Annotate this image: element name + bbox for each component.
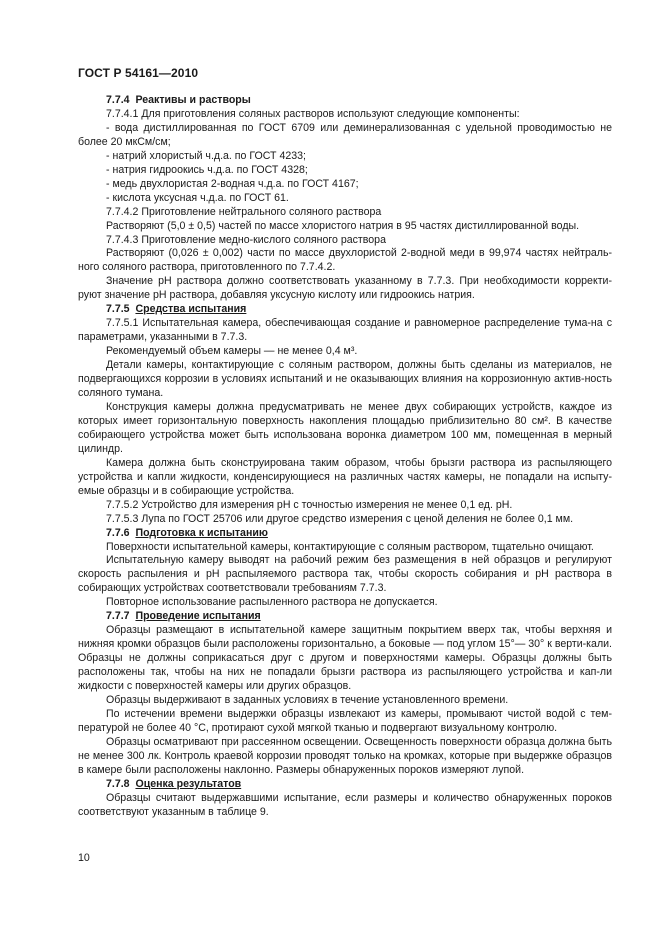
document-header: ГОСТ Р 54161—2010 xyxy=(78,66,199,80)
paragraph: Поверхности испытательной камеры, контактирующие с соляным раствором, тщательно очищают. xyxy=(106,540,594,553)
section-heading-7-7-4 xyxy=(78,94,612,108)
section-title: Реактивы и растворы xyxy=(135,94,251,106)
section-heading-7-7-7 xyxy=(78,610,612,624)
paragraph: По истечении времени выдержки образцы извлекают из камеры, промывают чистой водой с тем-пературой не более 40 °С, протирают сухой мягкой тканью и подвергают визуальному контролю. xyxy=(78,707,612,734)
paragraph: 7.7.4.3 Приготовление медно-кислого соляного раствора xyxy=(106,233,386,246)
paragraph: Образцы осматривают при рассеянном освещении. Освещенность поверхности образца должна быть не менее 300 лк. Контроль краевой коррозии проводят только на кромках, которые при выдержке образцов в камере были расположены наклонно. Размеры обнаруженных пороков измеряют лупой. xyxy=(78,735,612,776)
paragraph: Образцы выдерживают в заданных условиях в течение установленного времени. xyxy=(106,693,509,706)
paragraph: Детали камеры, контактирующие с соляным раствором, должны быть сделаны из материалов, не подвергающихся коррозии в условиях испытаний и не оказывающих влияния на коррозионную актив-ность соляного тумана. xyxy=(78,359,612,400)
section-title: Оценка результатов xyxy=(135,777,242,790)
paragraph: 7.7.4.2 Приготовление нейтрального соляного раствора xyxy=(106,205,382,218)
list-item: - вода дистиллированная по ГОСТ 6709 или деминерализованная с удельной проводимостью не более 20 мкСм/см; xyxy=(78,121,612,148)
section-number: 7.7.8 xyxy=(106,777,130,790)
paragraph: 7.7.5.3 Лупа по ГОСТ 25706 или другое средство измерения с ценой деления не более 0,1 мм. xyxy=(106,512,574,525)
section-title: Подготовка к испытанию xyxy=(135,526,268,539)
document-body xyxy=(78,94,612,820)
paragraph: 7.7.5.2 Устройство для измерения pH с точностью измерения не менее 0,1 ед. pH. xyxy=(106,498,513,511)
section-number: 7.7.6 xyxy=(106,526,130,539)
section-title: Средства испытания xyxy=(135,303,247,316)
paragraph: Образцы считают выдержавшими испытание, если размеры и количество обнаруженных пороков соответствуют указанным в таблице 9. xyxy=(78,791,612,818)
paragraph: Камера должна быть сконструирована таким образом, чтобы брызги раствора из распыляющего устройства и капли жидкости, конденсирующиеся на различных частях камеры, не попадали на испыту-емые образцы и в собирающие устройства. xyxy=(78,456,612,497)
paragraph: Конструкция камеры должна предусматривать не менее двух собирающих устройств, каждое из которых имеет горизонтальную поверхность накопления площадью приблизительно 80 см². В качестве собирающего устройства может быть использована воронка диаметром 100 мм, помещенная в мерный цилиндр. xyxy=(78,400,612,455)
page-number: 10 xyxy=(78,852,90,864)
section-number: 7.7.4 xyxy=(106,94,130,106)
section-heading-7-7-6 xyxy=(78,527,612,541)
paragraph: Значение pH раствора должно соответствовать указанному в 7.7.3. При необходимости корректи-руют значение pH раствора, добавляя уксусную кислоту или гидроокись натрия. xyxy=(78,275,612,302)
paragraph: 7.7.4.1 Для приготовления соляных растворов используют следующие компоненты: xyxy=(106,107,520,120)
paragraph: Образцы размещают в испытательной камере защитным покрытием вверх так, чтобы верхняя и нижняя кромки образцов были расположены горизонтально, а боковые — под углом 15°— 30° к верти-кали. Образцы не должны соприкасаться друг с другом и поверхностями камеры. Образцы должны быть расположены так, чтобы на них не попадали брызги раствора из распыляющего устройства и кап-ли жидкости с поверхностей камеры или других образцов. xyxy=(78,624,612,693)
paragraph: Растворяют (5,0 ± 0,5) частей по массе хлористого натрия в 95 частях дистиллированной воды. xyxy=(106,219,580,232)
paragraph: Растворяют (0,026 ± 0,002) части по массе двухлористой 2-водной меди в 99,974 частях нейтраль-ного соляного раствора, приготовленного по 7.7.4.2. xyxy=(78,247,612,274)
section-number: 7.7.5 xyxy=(106,303,130,316)
list-item: - натрия гидроокись ч.д.а. по ГОСТ 4328; xyxy=(106,163,308,176)
list-item: - натрий хлористый ч.д.а. по ГОСТ 4233; xyxy=(106,149,306,162)
paragraph: Испытательную камеру выводят на рабочий режим без размещения в ней образцов и регулируют скорость распыления и pH распыляемого раствора так, чтобы скорость собирания и pH раствора в собирающих устройствах соответствовали требованиям 7.7.3. xyxy=(78,554,612,595)
list-item: - кислота уксусная ч.д.а. по ГОСТ 61. xyxy=(106,191,289,204)
list-item: - медь двухлористая 2-водная ч.д.а. по ГОСТ 4167; xyxy=(106,177,359,190)
paragraph: Рекомендуемый объем камеры — не менее 0,4 м³. xyxy=(106,345,358,358)
section-heading-7-7-8 xyxy=(78,778,612,792)
paragraph: Повторное использование распыленного раствора не допускается. xyxy=(106,596,438,609)
section-title: Проведение испытания xyxy=(135,610,261,623)
section-number: 7.7.7 xyxy=(106,610,130,623)
section-heading-7-7-5 xyxy=(78,303,612,317)
paragraph: 7.7.5.1 Испытательная камера, обеспечивающая создание и равномерное распределение тума-на с параметрами, указанными в 7.7.3. xyxy=(78,317,612,344)
